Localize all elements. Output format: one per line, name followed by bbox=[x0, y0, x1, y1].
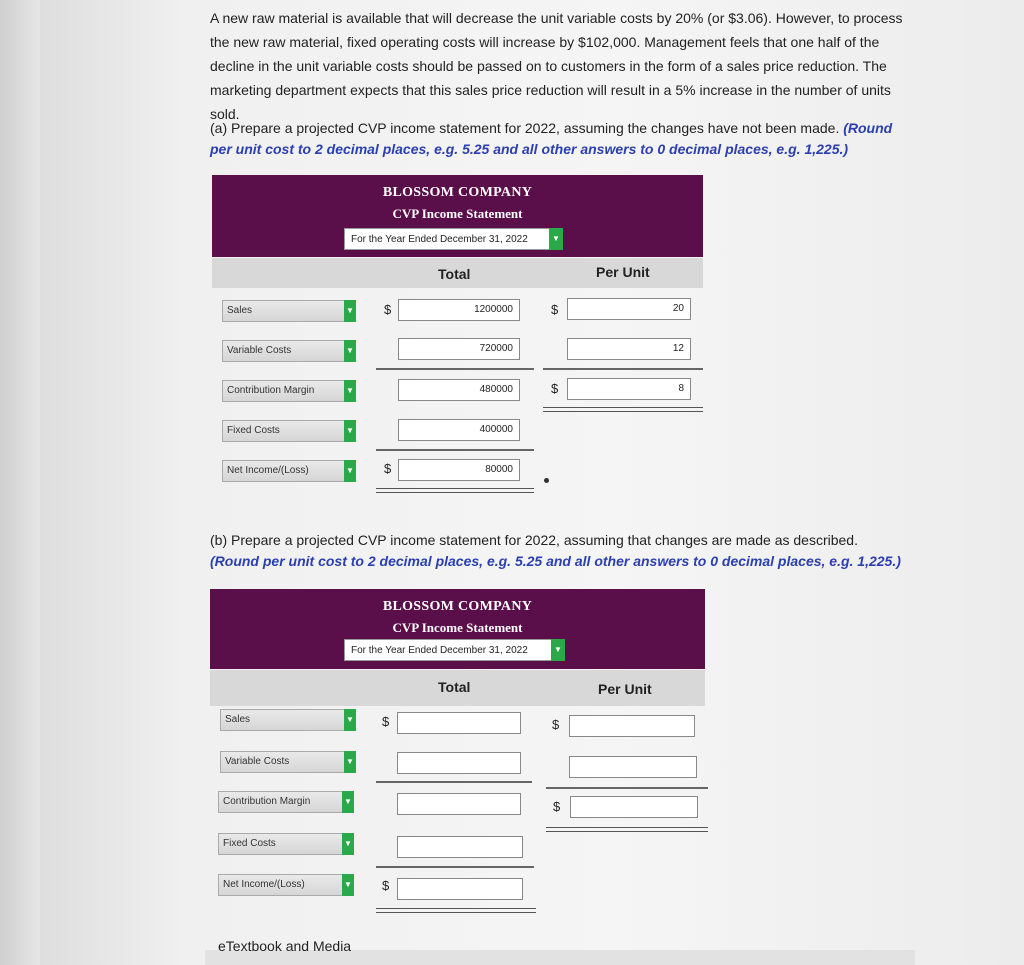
row-label: Variable Costs bbox=[225, 756, 290, 767]
part-a-col-per-unit: Per Unit bbox=[596, 264, 650, 280]
part-b-company-name: BLOSSOM COMPANY bbox=[382, 599, 533, 614]
row-label: Net Income/(Loss) bbox=[223, 879, 305, 890]
part-a-row-label-contribution-margin[interactable] bbox=[222, 380, 356, 402]
etextbook-link[interactable]: eTextbook and Media bbox=[218, 938, 352, 954]
part-b-row-label-variable-costs[interactable] bbox=[220, 751, 356, 773]
currency-symbol: $ bbox=[551, 302, 559, 317]
part-a-fixed-costs-total-input[interactable]: 400000 bbox=[398, 419, 520, 441]
total-rule bbox=[543, 407, 703, 412]
currency-symbol: $ bbox=[552, 717, 560, 732]
part-b-statement-title: CVP Income Statement bbox=[392, 620, 523, 635]
currency-symbol: $ bbox=[382, 878, 390, 893]
chevron-down-icon: ▼ bbox=[344, 340, 356, 362]
chevron-down-icon: ▼ bbox=[344, 709, 356, 731]
part-b-col-total: Total bbox=[438, 679, 471, 695]
row-label: Contribution Margin bbox=[227, 385, 315, 396]
part-a-row-label-sales[interactable] bbox=[222, 300, 356, 322]
total-rule bbox=[546, 827, 708, 832]
part-b-col-per-unit: Per Unit bbox=[598, 681, 652, 697]
part-a-variable-costs-per-unit-input[interactable]: 12 bbox=[567, 338, 691, 360]
currency-symbol: $ bbox=[382, 714, 390, 729]
chevron-down-icon: ▼ bbox=[344, 751, 356, 773]
row-label: Contribution Margin bbox=[223, 796, 311, 807]
subtotal-rule bbox=[376, 368, 534, 370]
subtotal-rule bbox=[376, 781, 532, 783]
part-b-variable-costs-total-input[interactable] bbox=[397, 752, 521, 774]
part-b-contribution-margin-per-unit-input[interactable] bbox=[570, 796, 698, 818]
part-b-row-label-net-income[interactable] bbox=[218, 874, 354, 896]
part-b-row-label-sales[interactable] bbox=[220, 709, 356, 731]
row-label: Sales bbox=[227, 305, 253, 316]
chevron-down-icon: ▼ bbox=[342, 833, 354, 855]
row-label: Sales bbox=[225, 714, 251, 725]
chevron-down-icon: ▼ bbox=[342, 791, 354, 813]
part-a-row-label-net-income[interactable] bbox=[222, 460, 356, 482]
part-a-hint: (Round per unit cost to 2 decimal places, e.g. 5.25 and all other answers to 0 decimal places, e.g. 1,225.) bbox=[210, 120, 893, 157]
row-label: Net Income/(Loss) bbox=[227, 465, 309, 476]
chevron-down-icon: ▼ bbox=[344, 380, 356, 402]
total-rule bbox=[376, 488, 534, 493]
row-label: Fixed Costs bbox=[223, 838, 276, 849]
status-dot bbox=[544, 478, 549, 483]
part-b-row-label-fixed-costs[interactable] bbox=[218, 833, 354, 855]
part-a-col-total: Total bbox=[438, 266, 471, 282]
part-a-company-name: BLOSSOM COMPANY bbox=[382, 185, 533, 200]
part-a-contribution-margin-per-unit-input[interactable]: 8 bbox=[567, 378, 691, 400]
chevron-down-icon: ▼ bbox=[344, 460, 356, 482]
subtotal-rule bbox=[376, 866, 534, 868]
problem-text: A new raw material is available that will decrease the unit variable costs by 20% (or $3.06). However, to process the new raw material, fixed operating costs will increase by $102,000. Management feels that one half of the decline in the unit variable costs should be passed on to customers in the form of a sales price reduction. The marketing department expects that this sales price reduction will result in a 5% increase in the number of units sold. bbox=[210, 10, 903, 122]
total-rule bbox=[376, 908, 536, 913]
part-a-statement-title: CVP Income Statement bbox=[392, 206, 523, 221]
part-b-contribution-margin-total-input[interactable] bbox=[397, 793, 521, 815]
chevron-down-icon: ▼ bbox=[549, 228, 563, 250]
chevron-down-icon: ▼ bbox=[344, 300, 356, 322]
chevron-down-icon: ▼ bbox=[342, 874, 354, 896]
row-label: Fixed Costs bbox=[227, 425, 280, 436]
part-a-period-dropdown[interactable] bbox=[344, 228, 560, 250]
part-b-variable-costs-per-unit-input[interactable] bbox=[569, 756, 697, 778]
part-b-net-income-total-input[interactable] bbox=[397, 878, 523, 900]
part-a-period-text: For the Year Ended December 31, 2022 bbox=[351, 234, 528, 245]
part-b-sales-per-unit-input[interactable] bbox=[569, 715, 695, 737]
part-b-fixed-costs-total-input[interactable] bbox=[397, 836, 523, 858]
part-a-question-text: (a) Prepare a projected CVP income statement for 2022, assuming the changes have not been made. bbox=[210, 120, 840, 136]
currency-symbol: $ bbox=[551, 381, 559, 396]
part-b-row-label-contribution-margin[interactable] bbox=[218, 791, 354, 813]
part-a-variable-costs-total-input[interactable]: 720000 bbox=[398, 338, 520, 360]
currency-symbol: $ bbox=[553, 799, 561, 814]
row-label: Variable Costs bbox=[227, 345, 292, 356]
part-a-question bbox=[210, 118, 910, 160]
part-b-period-dropdown[interactable] bbox=[344, 639, 562, 661]
subtotal-rule bbox=[376, 449, 534, 451]
left-shade bbox=[0, 0, 40, 965]
part-a-net-income-total-input[interactable]: 80000 bbox=[398, 459, 520, 481]
part-a-contribution-margin-total-input[interactable]: 480000 bbox=[398, 379, 520, 401]
part-b-period-text: For the Year Ended December 31, 2022 bbox=[351, 645, 528, 656]
chevron-down-icon: ▼ bbox=[344, 420, 356, 442]
part-a-row-label-fixed-costs[interactable] bbox=[222, 420, 356, 442]
part-a-sales-total-input[interactable]: 1200000 bbox=[398, 299, 520, 321]
part-a-sales-per-unit-input[interactable]: 20 bbox=[567, 298, 691, 320]
subtotal-rule bbox=[546, 787, 708, 789]
part-b-hint: (Round per unit cost to 2 decimal places, e.g. 5.25 and all other answers to 0 decimal places, e.g. 1,225.) bbox=[210, 553, 901, 569]
part-b-question bbox=[210, 530, 910, 572]
subtotal-rule bbox=[543, 368, 703, 370]
part-b-question-text: (b) Prepare a projected CVP income statement for 2022, assuming that changes are made as described. bbox=[210, 532, 858, 548]
part-a-row-label-variable-costs[interactable] bbox=[222, 340, 356, 362]
currency-symbol: $ bbox=[384, 461, 392, 476]
part-b-sales-total-input[interactable] bbox=[397, 712, 521, 734]
currency-symbol: $ bbox=[384, 302, 392, 317]
chevron-down-icon: ▼ bbox=[551, 639, 565, 661]
